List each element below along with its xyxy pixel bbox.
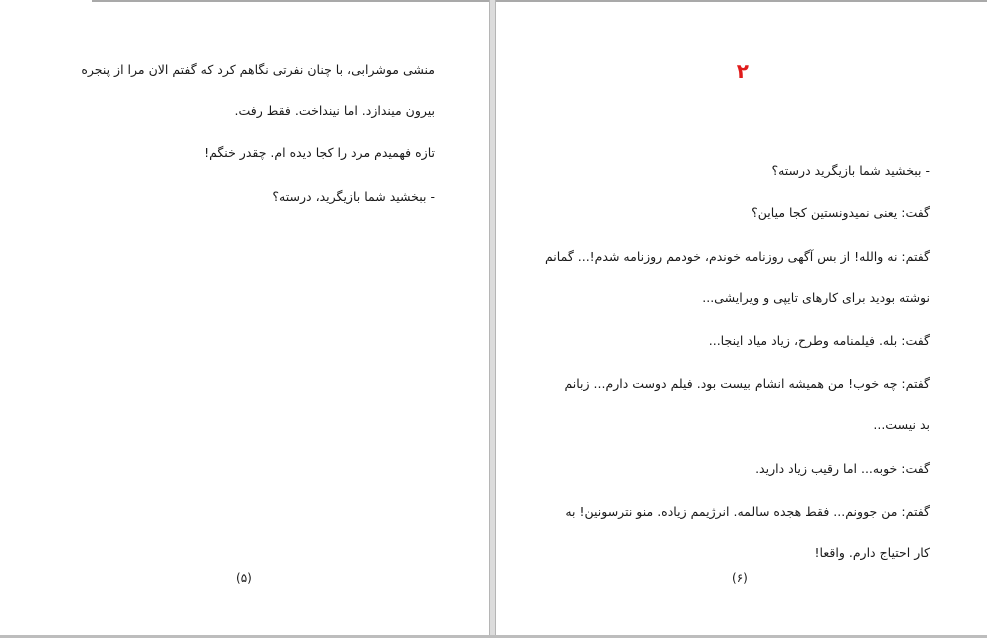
text-line: گفت: یعنی نمیدونستین کجا میاین؟ xyxy=(751,205,930,220)
text-line: بیرون میندازد. اما نینداخت. فقط رفت. xyxy=(234,103,435,118)
paragraph xyxy=(565,491,930,573)
paragraph xyxy=(272,176,435,217)
paragraph xyxy=(204,132,435,173)
text-line: - ببخشید شما بازیگرید، درسته؟ xyxy=(272,189,435,204)
page-number: (۵) xyxy=(236,571,252,585)
text-line: گفتم: من جوونم... فقط هجده سالمه. انرژیمم زیاده. منو نترسونین! به xyxy=(565,504,930,519)
paragraph xyxy=(751,192,930,233)
paragraph xyxy=(755,448,930,489)
page-right xyxy=(496,2,987,635)
paragraph xyxy=(709,320,930,361)
text-line: گفتم: نه والله! از بس آگهی روزنامه خوندم، خودمم روزنامه شدم!... گمانم xyxy=(544,249,930,264)
paragraph xyxy=(545,236,930,318)
text-line: منشی موشرابی، با چنان نفرتی نگاهم کرد که گفتم الان مرا از پنجره xyxy=(81,62,435,77)
paragraph xyxy=(81,49,435,131)
text-line: گفتم: چه خوب! من همیشه انشام بیست بود. فیلم دوست دارم... زبانم xyxy=(564,376,930,391)
page-left xyxy=(0,2,489,635)
text-line: بد نیست... xyxy=(873,417,930,432)
text-line: - ببخشید شما بازیگرید درسته؟ xyxy=(771,163,930,178)
page-number: (۶) xyxy=(732,571,748,585)
text-line: نوشته بودید برای کارهای تایپی و ویرایشی... xyxy=(702,290,930,305)
paragraph xyxy=(564,363,930,445)
chapter-number: ۲ xyxy=(736,59,749,83)
text-line: کار احتیاج دارم. واقعا! xyxy=(814,545,930,560)
page-gutter xyxy=(489,0,496,638)
text-line: تازه فهمیدم مرد را کجا دیده ام. چقدر خنگم! xyxy=(204,145,435,160)
text-line: گفت: بله. فیلمنامه وطرح، زیاد میاد اینجا... xyxy=(708,333,930,348)
paragraph xyxy=(771,150,930,191)
text-line: گفت: خوبه... اما رقیب زیاد دارید. xyxy=(755,461,930,476)
